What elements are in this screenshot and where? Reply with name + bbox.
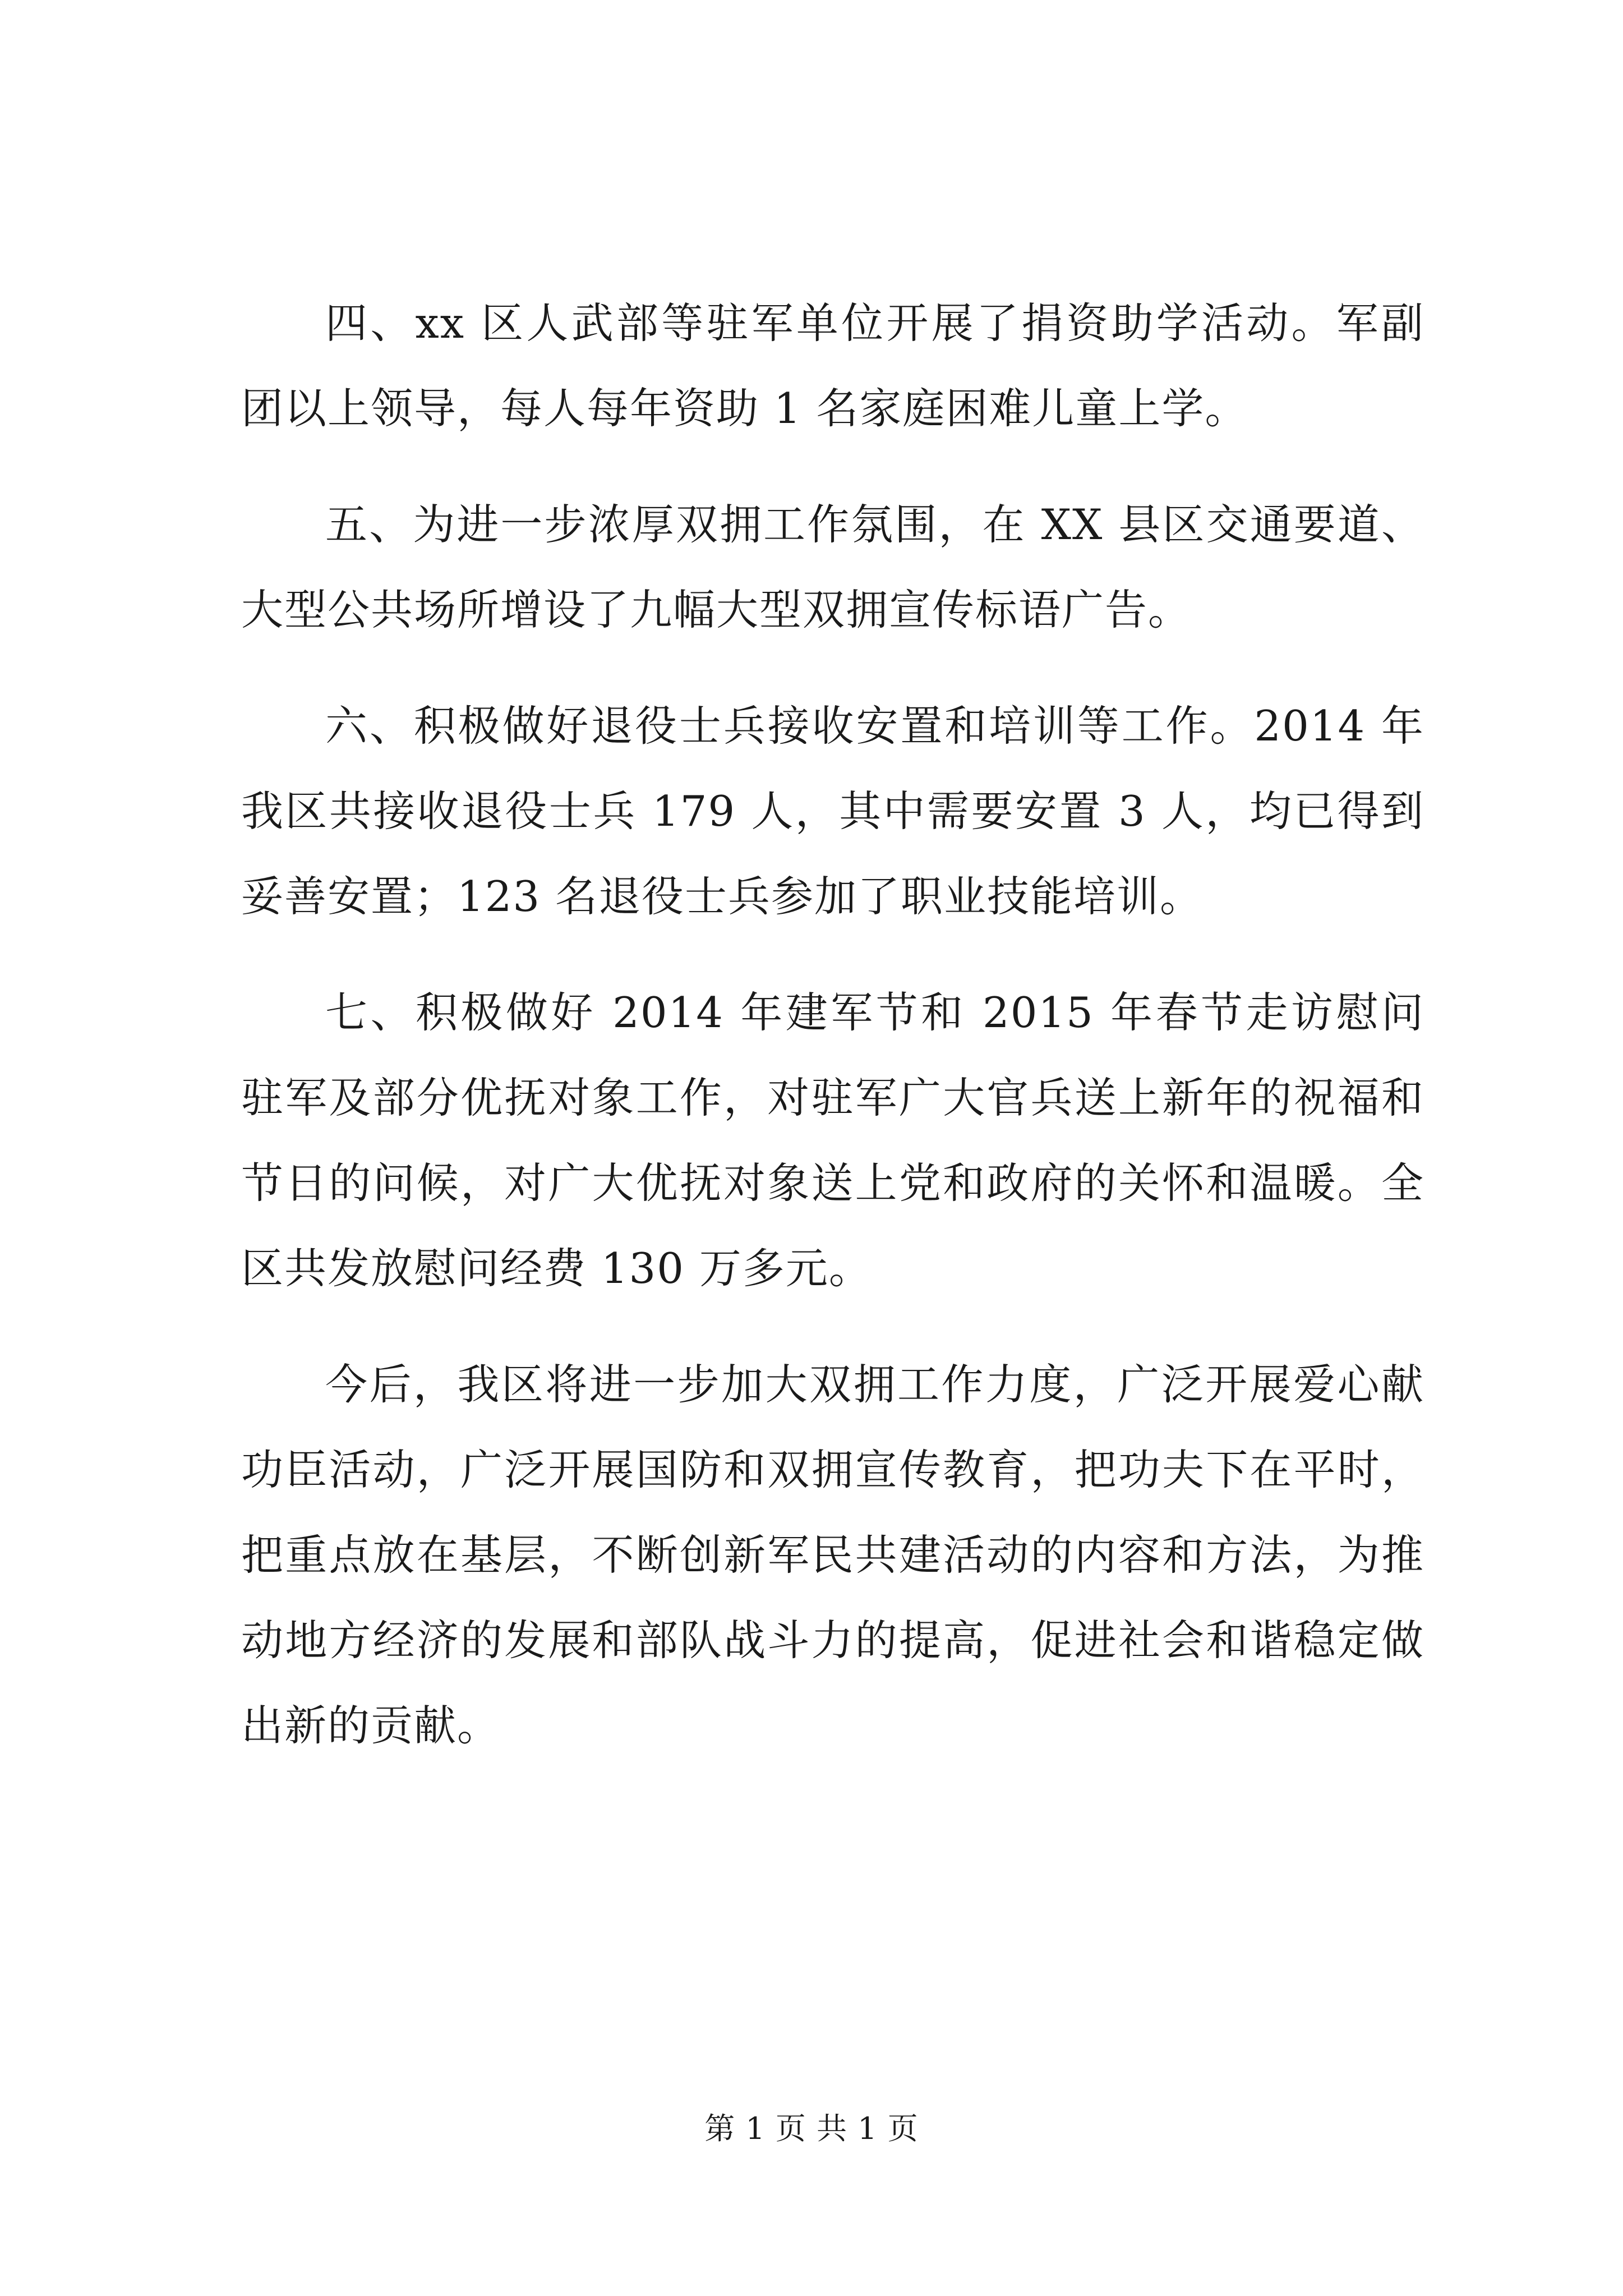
paragraph-conclusion: 今后，我区将进一步加大双拥工作力度，广泛开展爱心献功臣活动，广泛开展国防和双拥宣传教育，把功夫下在平时，把重点放在基层，不断创新军民共建活动的内容和方法，为推动地方经济的发展和部队战斗力的提高，促进社会和谐稳定做出新的贡献。 <box>241 1360 1424 1750</box>
paragraph-six: 六、积极做好退役士兵接收安置和培训等工作。2014 年我区共接收退役士兵 179 人，其中需要安置 3 人，均已得到妥善安置；123 名退役士兵参加了职业技能培训。 <box>241 701 1424 921</box>
document-body <box>241 280 1424 1799</box>
paragraph-seven: 七、积极做好 2014 年建军节和 2015 年春节走访慰问驻军及部分优抚对象工作，对驻军广大官兵送上新年的祝福和节日的问候，对广大优抚对象送上党和政府的关怀和温暖。全区共发放慰问经费 130 万多元。 <box>241 988 1424 1293</box>
paragraph-five: 五、为进一步浓厚双拥工作氛围，在 XX 县区交通要道、大型公共场所增设了九幅大型双拥宣传标语广告。 <box>241 500 1424 634</box>
page-footer: 第 1 页 共 1 页 <box>704 2111 919 2146</box>
paragraph-four: 四、xx 区人武部等驻军单位开展了捐资助学活动。军副团以上领导，每人每年资助 1 名家庭困难儿童上学。 <box>241 298 1424 433</box>
